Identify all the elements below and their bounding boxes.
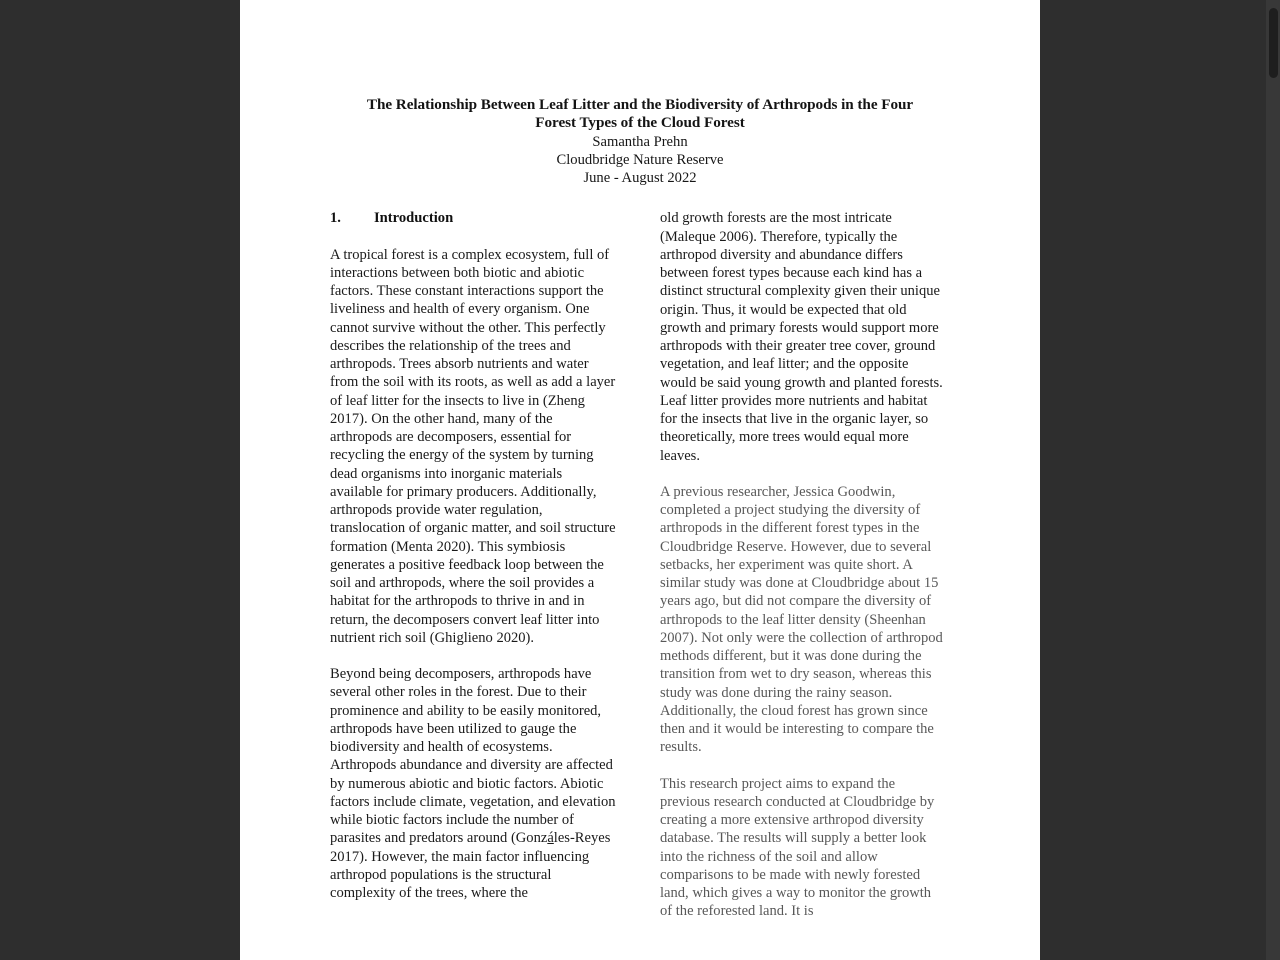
left-column	[330, 209, 616, 902]
section-number: 1.	[330, 210, 341, 227]
title-block	[330, 96, 950, 187]
affiliation: Cloudbridge Nature Reserve	[556, 152, 724, 169]
paragraph-text-part-a: Beyond being decomposers, arthropods have several other roles in the forest. Due to their prominence and ability to be easily monitored, arthropods have been utilized to gauge the biodiversity and health of ecosystems. Arthropods abundance and diversity are affected by numerous abiotic and biotic factors. Abiotic factors include climate, vegetation, and elevation while biotic factors include the number of parasites and predators around (Gonz	[330, 666, 616, 847]
section-title: Introduction	[374, 210, 454, 227]
section-heading	[330, 209, 616, 227]
document-title-line-1: The Relationship Between Leaf Litter and the Biodiversity of Arthropods in the Four	[366, 96, 914, 113]
document-page	[240, 0, 1040, 960]
document-title-line-2: Forest Types of the Cloud Forest	[535, 114, 745, 132]
two-column-body	[330, 209, 950, 920]
page-content	[240, 0, 1040, 921]
paragraph-text-part-b: les-Reyes 2017). However, the main factor influencing arthropod populations is the structural complexity of the trees, where the	[330, 830, 611, 902]
right-column	[660, 209, 946, 920]
accented-character: á	[547, 830, 554, 847]
paragraph: This research project aims to expand the previous research conducted at Cloudbridge by creating a more extensive arthropod diversity database. The results will supply a better look into the richness of the soil and allow comparisons to be made with newly forested land, which gives a way to monitor the growth of the reforested land. It is	[660, 775, 935, 920]
paragraph	[330, 665, 616, 902]
scrollbar-thumb[interactable]	[1269, 8, 1278, 78]
paragraph: old growth forests are the most intricate (Maleque 2006). Therefore, typically the arthropod diversity and abundance differs between forest types because each kind has a distinct structural complexity given their unique origin. Thus, it would be expected that old growth and primary forests would support more arthropods with their greater tree cover, ground vegetation, and leaf litter; and the opposite would be said young growth and planted forests. Leaf litter provides more nutrients and habitat for the insects that live in the organic layer, so theoretically, more trees would equal more leaves.	[660, 210, 943, 464]
vertical-scrollbar[interactable]	[1266, 0, 1280, 960]
date-range: June - August 2022	[583, 170, 697, 187]
paragraph: A tropical forest is a complex ecosystem, full of interactions between both biotic and abiotic factors. These constant interactions support the liveliness and health of every organism. One cannot survive without the other. This perfectly describes the relationship of the trees and arthropods. Trees absorb nutrients and water from the soil with its roots, as well as add a layer of leaf litter for the insects to live in (Zheng 2017). On the other hand, many of the arthropods are decomposers, essential for recycling the energy of the system by turning dead organisms into inorganic materials available for primary producers. Additionally, arthropods provide water regulation, translocation of organic matter, and soil structure formation (Menta 2020). This symbiosis generates a positive feedback loop between the soil and arthropods, where the soil provides a habitat for the arthropods to thrive in and in return, the decomposers convert leaf litter into nutrient rich soil (Ghiglieno 2020).	[330, 246, 616, 646]
paragraph: A previous researcher, Jessica Goodwin, completed a project studying the diversity of arthropods in the different forest types in the Cloudbridge Reserve. However, due to several setbacks, her experiment was quite short. A similar study was done at Cloudbridge about 15 years ago, but did not compare the diversity of arthropods to the leaf litter density (Sheenhan 2007). Not only were the collection of arthropod methods different, but it was done during the transition from wet to dry season, whereas this study was done during the rainy season. Additionally, the cloud forest has grown since then and it would be interesting to compare the results.	[660, 483, 943, 756]
author-name: Samantha Prehn	[592, 133, 688, 150]
